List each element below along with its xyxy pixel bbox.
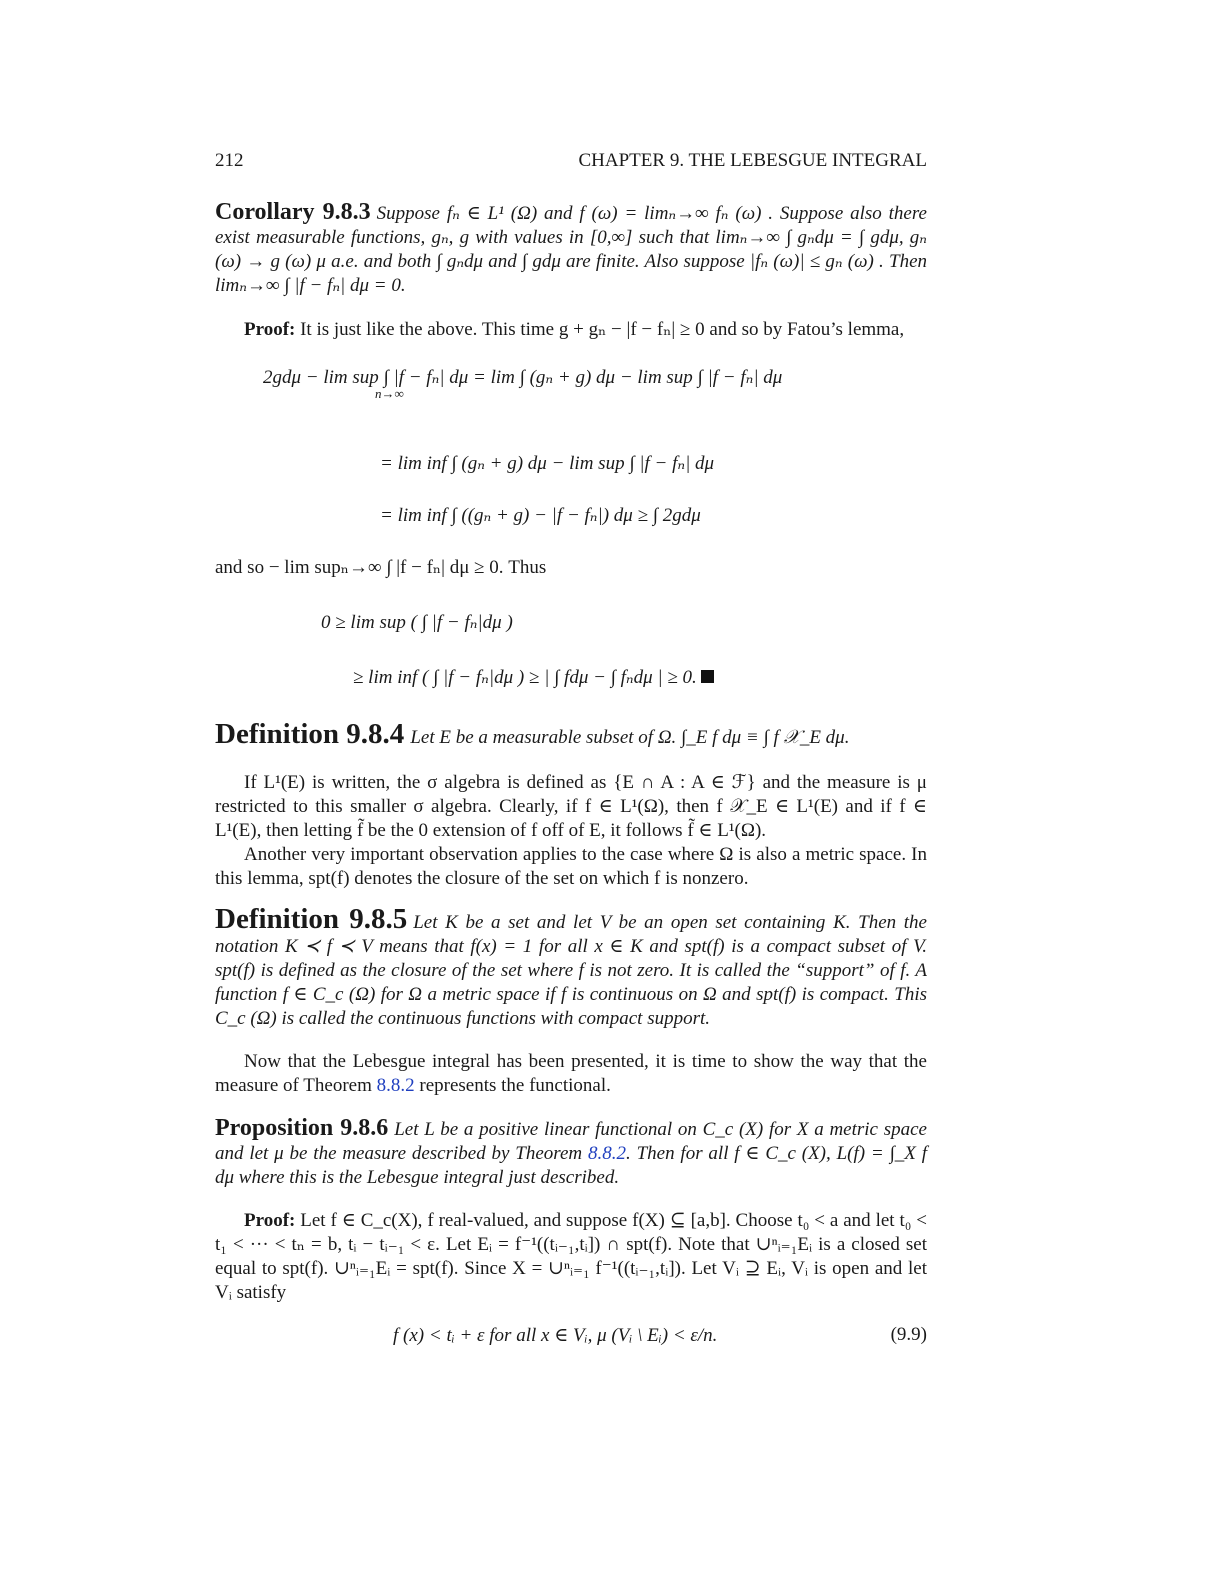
paragraph-1-text: If L¹(E) is written, the σ algebra is defined as {E ∩ A : A ∈ ℱ} and the measure is μ restricted to this smaller σ algebra. Clearly, if f ∈ L¹(Ω), then f 𝒳_E ∈ L¹(E) and if f ∈ L¹(E), then letting f̃ be the 0 extension of f off of E, it follows f̃ ∈ L¹(Ω). [215, 772, 927, 841]
proposition-label: Proposition 9.8.6 [215, 1115, 389, 1141]
equation-2-text: = lim inf ∫ (gₙ + g) dμ − lim sup ∫ |f − fₙ| dμ [380, 453, 715, 474]
chapter-title: CHAPTER 9. THE LEBESGUE INTEGRAL [578, 150, 927, 171]
definition-9-8-4 [215, 718, 927, 750]
proof-1 [215, 318, 927, 342]
proof-text: It is just like the above. This time g + gₙ − |f − fₙ| ≥ 0 and so by Fatou’s lemma, [300, 319, 905, 340]
proof-after-text: and so − lim supₙ→∞ ∫ |f − fₙ| dμ ≥ 0. Thus [215, 557, 547, 578]
theorem-link[interactable]: 8.8.2 [588, 1143, 626, 1164]
proposition-text-after: . Then for all f ∈ C_c (X), L(f) = ∫_X f dμ where this is the Lebesgue integral just described. [215, 1143, 928, 1188]
corollary-text: Suppose fₙ ∈ L¹ (Ω) and f (ω) = limₙ→∞ fₙ (ω) . Suppose also there exist measurable functions, gₙ, g with values in [0,∞] such that limₙ→∞ ∫ gₙdμ = ∫ gdμ, gₙ (ω) → g (ω) μ a.e. and both ∫ gₙdμ and ∫ gdμ are finite. Also suppose |fₙ (ω)| ≤ gₙ (ω) . Then limₙ→∞ ∫ |f − fₙ| dμ = 0. [215, 203, 927, 296]
equation-3 [380, 504, 701, 527]
equation-1-subscripts [375, 386, 404, 402]
definition-label: Definition 9.8.4 [215, 718, 405, 750]
paragraph-2-text: Another very important observation applies to the case where Ω is also a metric space. In this lemma, spt(f) denotes the closure of the set on which f is nonzero. [215, 844, 927, 889]
proof-1-continued [215, 556, 927, 580]
equation-4-text: 0 ≥ lim sup ( ∫ |f − fₙ|dμ ) [321, 612, 513, 633]
paragraph-3-after: represents the functional. [419, 1075, 611, 1096]
paragraph-3-before: Now that the Lebesgue integral has been presented, it is time to show the way that the measure of Theorem [215, 1051, 927, 1096]
definition-text: Let K be a set and let V be an open set containing K. Then the notation K ≺ f ≺ V means that f(x) = 1 for all x ∈ K and spt(f) is a compact subset of V. spt(f) is defined as the closure of the set where f is not zero. It is called the “support” of f. A function f ∈ C_c (Ω) for Ω a metric space if f is continuous on Ω and spt(f) is compact. This C_c (Ω) is called the continuous functions with compact support. [215, 912, 927, 1029]
subscript-limsup: n→∞ [375, 386, 404, 401]
corollary-label: Corollary 9.8.3 [215, 199, 371, 225]
proof-label: Proof: [244, 319, 296, 340]
definition-9-8-5 [215, 903, 927, 1031]
qed-symbol [701, 670, 714, 683]
equation-4 [321, 611, 513, 634]
equation-9-9-text: f (x) < tᵢ + ε for all x ∈ Vᵢ, μ (Vᵢ \ Eᵢ) < ε/n. [393, 1325, 718, 1346]
equation-5 [353, 666, 714, 689]
page-number: 212 [215, 150, 244, 171]
proposition-text-before: Let L be a positive linear functional on C_c (X) for X a metric space and let μ be the measure described by Theorem [215, 1119, 927, 1164]
paragraph-1 [215, 771, 927, 891]
equation-3-text: = lim inf ∫ ((gₙ + g) − |f − fₙ|) dμ ≥ ∫ 2gdμ [380, 505, 701, 526]
definition-text: Let E be a measurable subset of Ω. ∫_E f dμ ≡ ∫ f 𝒳_E dμ. [410, 727, 850, 748]
paragraph-3 [215, 1050, 927, 1098]
definition-label: Definition 9.8.5 [215, 903, 408, 935]
proof-2 [215, 1209, 927, 1305]
proposition-9-8-6 [215, 1116, 927, 1190]
equation-number: (9.9) [890, 1324, 927, 1345]
theorem-link[interactable]: 8.8.2 [376, 1075, 415, 1096]
equation-2 [380, 452, 714, 475]
equation-1 [263, 366, 782, 389]
corollary-9-8-3 [215, 200, 927, 298]
proof-label: Proof: [244, 1210, 296, 1231]
equation-9-9 [393, 1324, 717, 1347]
equation-1-text: 2gdμ − lim sup ∫ |f − fₙ| dμ = lim ∫ (gₙ + g) dμ − lim sup ∫ |f − fₙ| dμ [263, 367, 783, 388]
proof-text: Let f ∈ C_c(X), f real-valued, and suppose f(X) ⊆ [a,b]. Choose t₀ < a and let t₀ < t₁ < ··· < tₙ = b, tᵢ − tᵢ₋₁ < ε. Let Eᵢ = f⁻¹((tᵢ₋₁,tᵢ]) ∩ spt(f). Note that ∪ⁿᵢ₌₁Eᵢ is a closed set equal to spt(f). ∪ⁿᵢ₌₁Eᵢ = spt(f). Since X = ∪ⁿᵢ₌₁ f⁻¹((tᵢ₋₁,tᵢ]). Let Vᵢ ⊇ Eᵢ, Vᵢ is open and let Vᵢ satisfy [215, 1210, 927, 1303]
equation-5-text: ≥ lim inf ( ∫ |f − fₙ|dμ ) ≥ | ∫ fdμ − ∫ fₙdμ | ≥ 0. [353, 667, 697, 688]
